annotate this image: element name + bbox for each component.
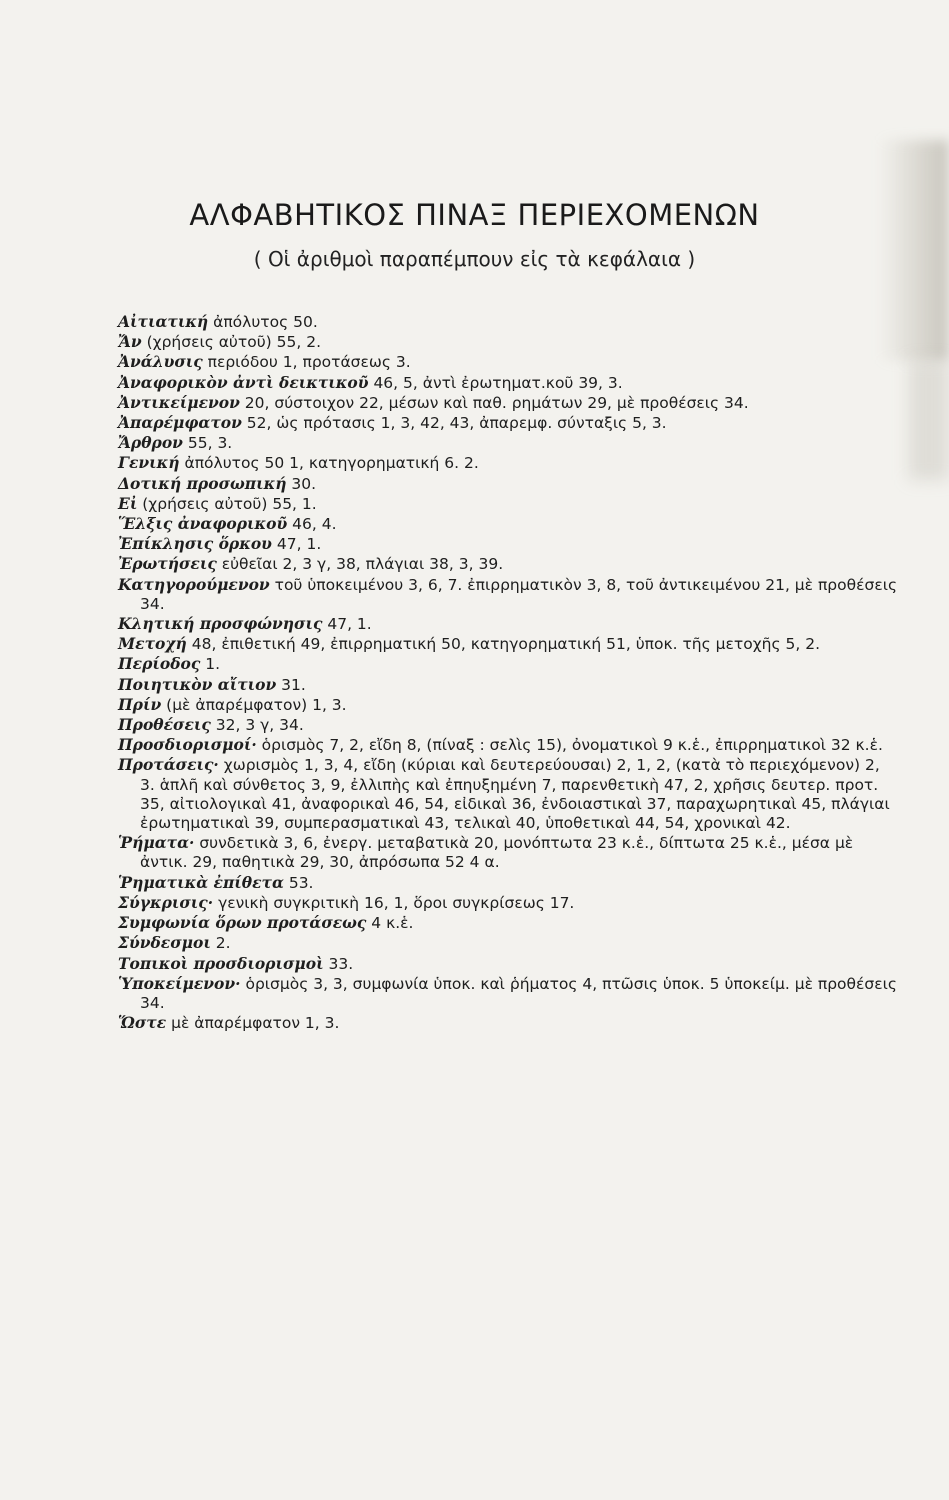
- entry-term: Πρίν: [118, 694, 162, 714]
- entry-term: Περίοδος: [118, 654, 201, 674]
- entry-term: Ῥηματικὰ ἐπίθετα: [118, 872, 284, 892]
- entry-term: Ἐπίκλησις ὅρκου: [118, 534, 272, 554]
- entry-term: Ἐρωτήσεις: [118, 554, 217, 574]
- index-entry: [118, 755, 898, 833]
- entry-term: Ῥήματα·: [118, 833, 195, 853]
- entry-refs: ἀπόλυτος 50.: [208, 313, 318, 331]
- index-entry: [118, 575, 898, 614]
- entry-refs: χωρισμὸς 1, 3, 4, εἴδη (κύριαι καὶ δευτερεύουσαι) 2, 1, 2, (κατὰ τὸ περιεχόμενον) 2, 3. ἁπλῆ καὶ σύνθετος 3, 9, ἐλλιπὴς καὶ ἐπηυξημένη 7, παρενθετικὴ 47, 2, χρῆσις δευτερ. προτ. 35, αἰτιολογικαὶ 41, ἀναφορικαὶ 46, 54, εἰδικαὶ 36, ἐνδοιαστικαὶ 37, παραχωρητικαὶ 45, πλάγιαι ἐρωτηματικαὶ 39, συμπερασματικαὶ 43, τελικαὶ 40, ὑποθετικαὶ 44, 54, χρονικαὶ 42.: [140, 756, 890, 833]
- entry-refs: 30.: [286, 474, 317, 493]
- entry-refs: περιόδου 1, προτάσεως 3.: [202, 353, 411, 372]
- entry-refs: εὐθεῖαι 2, 3 γ, 38, πλάγιαι 38, 3, 39.: [216, 555, 504, 574]
- entry-refs: συνδετικὰ 3, 6, ἐνεργ. μεταβατικὰ 20, μονόπτωτα 23 κ.ἑ., δίπτωτα 25 κ.ἑ., μέσα μὲ ἀντικ. 29, παθητικὰ 29, 30, ἀπρόσωπα 52 4 α.: [140, 834, 854, 872]
- index-entry: [118, 695, 898, 715]
- entry-term: Ἀνάλυσις: [118, 352, 203, 372]
- entry-term: Ποιητικὸν αἴτιον: [118, 674, 277, 694]
- index-entry: [118, 833, 898, 872]
- index-entry: [118, 974, 898, 1013]
- entry-term: Ὥστε: [118, 1013, 167, 1033]
- index-entry: [118, 634, 898, 654]
- entry-refs: ὁρισμὸς 7, 2, εἴδη 8, (πίναξ : σελὶς 15), ὀνοματικοὶ 9 κ.ἑ., ἐπιρρηματικοὶ 32 κ.ἑ.: [256, 736, 883, 755]
- index-entry: [118, 474, 898, 494]
- entry-refs: 32, 3 γ, 34.: [210, 716, 304, 735]
- entry-refs: ἀπόλυτος 50 1, κατηγορηματική 6. 2.: [179, 454, 479, 473]
- entry-term: Εἰ: [118, 493, 138, 513]
- index-entry: [118, 873, 898, 893]
- entry-refs: μὲ ἀπαρέμφατον 1, 3.: [166, 1014, 340, 1033]
- index-entry: [118, 954, 898, 974]
- entry-refs: 47, 1.: [322, 615, 372, 634]
- index-entry: [118, 494, 898, 514]
- index-entries: [118, 312, 898, 1033]
- index-entry: [118, 614, 898, 634]
- entry-refs: 46, 4.: [287, 515, 337, 534]
- index-entry: [118, 393, 898, 413]
- entry-term: Αἰτιατική: [118, 312, 209, 331]
- entry-refs: 20, σύστοιχον 22, μέσων καὶ παθ. ρημάτων 29, μὲ προθέσεις 34.: [239, 393, 749, 412]
- entry-term: Τοπικοὶ προσδιορισμοὶ: [118, 953, 324, 973]
- entry-refs: ὁρισμὸς 3, 3, συμφωνία ὑποκ. καὶ ῥήματος 4, πτῶσις ὑποκ. 5 ὑποκείμ. μὲ προθέσεις 34.: [140, 974, 897, 1012]
- index-entry: [118, 735, 898, 755]
- entry-term: Δοτική προσωπική: [118, 473, 287, 493]
- entry-term: Κατηγορούμενον: [118, 574, 270, 594]
- entry-refs: 4 κ.ἑ.: [366, 914, 414, 933]
- index-entry: [118, 453, 898, 473]
- entry-term: Προτάσεις·: [118, 755, 219, 775]
- entry-term: Σύνδεσμοι: [118, 933, 211, 953]
- entry-refs: 47, 1.: [271, 535, 322, 554]
- index-entry: [118, 913, 898, 933]
- entry-refs: 53.: [283, 873, 314, 892]
- index-entry: [118, 312, 898, 332]
- entry-term: Κλητική προσφώνησις: [118, 614, 323, 634]
- entry-refs: (χρήσεις αὐτοῦ) 55, 1.: [137, 494, 317, 513]
- index-entry: [118, 654, 898, 674]
- index-entry: [118, 332, 898, 352]
- index-entry: [118, 534, 898, 554]
- index-title: ΑΛΦΑΒΗΤΙΚΟΣ ΠΙΝΑΞ ΠΕΡΙΕΧΟΜΕΝΩΝ: [189, 198, 760, 232]
- entry-refs: 55, 3.: [182, 434, 233, 453]
- entry-term: Σύγκρισις·: [118, 892, 214, 912]
- index-subtitle: ( Οἱ ἀριθμοὶ παραπέμπουν εἰς τὰ κεφάλαια ): [253, 247, 696, 271]
- page-stain-lower: [909, 360, 949, 480]
- index-entry: [118, 352, 898, 372]
- index-entry: [118, 514, 898, 534]
- entry-refs: 46, 5, ἀντὶ ἐρωτηματ.κοῦ 39, 3.: [368, 373, 623, 392]
- entry-refs: 33.: [323, 954, 354, 973]
- entry-term: Ἄρθρον: [118, 433, 183, 453]
- entry-refs: 48, ἐπιθετική 49, ἐπιρρηματική 50, κατηγορηματική 51, ὑποκ. τῆς μετοχῆς 5, 2.: [186, 635, 821, 654]
- entry-refs: 2.: [210, 934, 231, 953]
- index-entry: [118, 1013, 898, 1033]
- index-entry: [118, 933, 898, 953]
- index-entry: [118, 715, 898, 735]
- entry-refs: (μὲ ἀπαρέμφατον) 1, 3.: [161, 695, 347, 714]
- entry-refs: 1.: [200, 655, 221, 674]
- index-entry: [118, 373, 898, 393]
- entry-refs: γενικὴ συγκριτικὴ 16, 1, ὅροι συγκρίσεως 17.: [213, 893, 575, 912]
- entry-term: Ἀπαρέμφατον: [118, 413, 242, 433]
- entry-term: Ὑποκείμενον·: [118, 973, 241, 993]
- index-entry: [118, 413, 898, 433]
- entry-term: Ἕλξις ἀναφορικοῦ: [118, 514, 288, 534]
- index-entry: [118, 554, 898, 574]
- entry-term: Μετοχή: [118, 634, 187, 654]
- entry-refs: 31.: [276, 675, 306, 694]
- index-entry: [118, 675, 898, 695]
- index-entry: [118, 433, 898, 453]
- entry-refs: τοῦ ὑποκειμένου 3, 6, 7. ἐπιρρηματικὸν 3, 8, τοῦ ἀντικειμένου 21, μὲ προθέσεις 34.: [140, 575, 898, 613]
- entry-term: Προσδιορισμοί·: [118, 735, 257, 755]
- entry-term: Συμφωνία ὅρων προτάσεως: [118, 913, 367, 933]
- entry-term: Προθέσεις: [118, 715, 211, 735]
- entry-term: Ἀναφορικὸν ἀντὶ δεικτικοῦ: [118, 372, 369, 392]
- entry-refs: (χρήσεις αὐτοῦ) 55, 2.: [141, 333, 322, 352]
- entry-term: Ἀντικείμενον: [118, 392, 240, 412]
- index-entry: [118, 893, 898, 913]
- entry-refs: 52, ὡς πρότασις 1, 3, 42, 43, ἀπαρεμφ. σύνταξις 5, 3.: [241, 414, 667, 433]
- entry-term: Γενική: [118, 453, 180, 473]
- entry-term: Ἄν: [118, 332, 142, 352]
